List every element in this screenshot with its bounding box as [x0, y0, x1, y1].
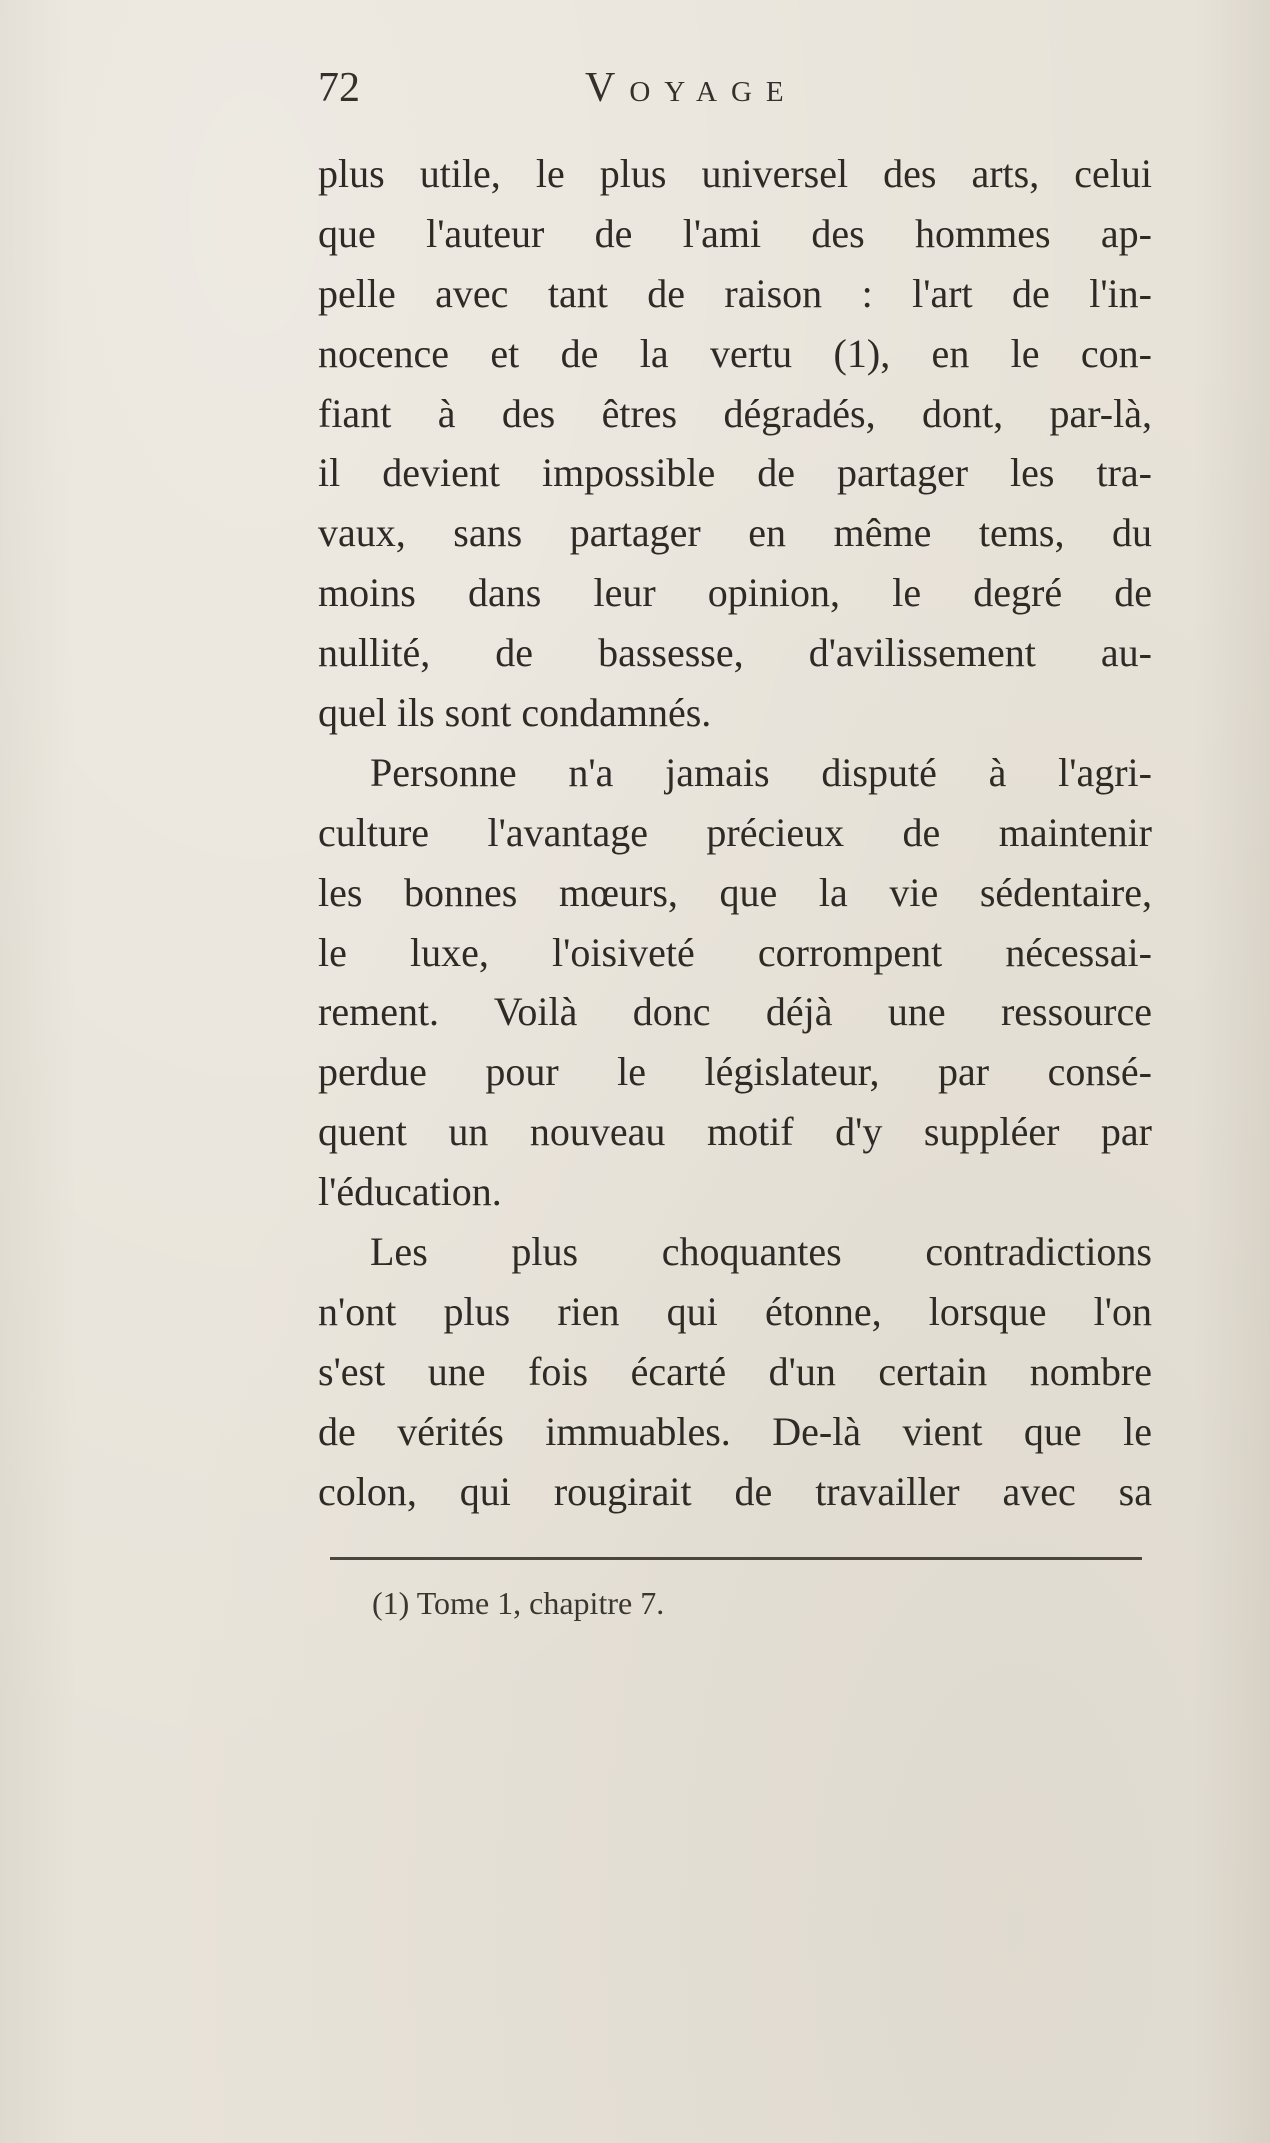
text-line: moins dans leur opinion, le degré de: [318, 570, 1152, 616]
text-line: quent un nouveau motif d'y suppléer par: [318, 1109, 1152, 1155]
text-line: colon, qui rougirait de travailler avec sa: [318, 1468, 1152, 1514]
text-line: pelle avec tant de raison : l'art de l'in-: [318, 270, 1152, 316]
text-line: culture l'avantage précieux de maintenir: [318, 809, 1152, 855]
text-line: Les plus choquantes contradictions: [370, 1229, 1152, 1275]
text-line: les bonnes mœurs, que la vie sédentaire,: [318, 869, 1152, 915]
text-line: plus utile, le plus universel des arts, celui: [318, 151, 1152, 196]
text-line: de vérités immuables. De-là vient que le: [318, 1408, 1152, 1454]
page-header: [318, 64, 1158, 124]
running-title: Voyage: [585, 65, 798, 111]
text-line: l'éducation.: [318, 1169, 502, 1215]
text-line: Personne n'a jamais disputé à l'agri-: [370, 749, 1152, 795]
text-line: il devient impossible de partager les tra-: [318, 450, 1152, 496]
text-line: que l'auteur de l'ami des hommes ap-: [318, 210, 1152, 256]
text-line: fiant à des êtres dégradés, dont, par-là,: [318, 390, 1152, 436]
footnote: (1) Tome 1, chapitre 7.: [372, 1585, 665, 1621]
text-line: nullité, de bassesse, d'avilissement au-: [318, 630, 1152, 676]
footnote-divider: [330, 1557, 1142, 1560]
text-line: quel ils sont condamnés.: [318, 690, 712, 736]
text-line: n'ont plus rien qui étonne, lorsque l'on: [318, 1288, 1152, 1334]
text-line: perdue pour le législateur, par consé-: [318, 1049, 1152, 1095]
body-text: [318, 144, 1152, 1521]
text-line: rement. Voilà donc déjà une ressource: [318, 989, 1152, 1035]
page-number: 72: [318, 65, 360, 111]
text-line: le luxe, l'oisiveté corrompent nécessai-: [318, 929, 1152, 975]
text-line: s'est une fois écarté d'un certain nombre: [318, 1348, 1152, 1394]
text-line: nocence et de la vertu (1), en le con-: [318, 330, 1152, 376]
text-line: vaux, sans partager en même tems, du: [318, 510, 1152, 556]
